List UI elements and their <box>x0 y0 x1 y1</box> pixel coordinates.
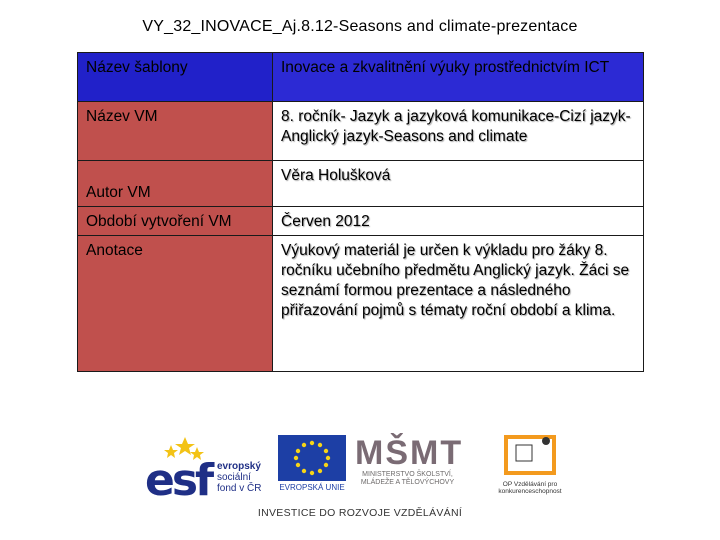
esf-logo <box>145 435 270 506</box>
metadata-table <box>77 52 644 372</box>
row-key: Období vytvoření VM <box>78 207 273 236</box>
esf-text-1: evropský <box>217 461 261 472</box>
table-row <box>78 161 644 207</box>
row-value: 8. ročník- Jazyk a jazyková komunikace-Cizí jazyk-Anglický jazyk-Seasons and climate <box>273 102 644 161</box>
row-key: Název šablony <box>78 53 273 102</box>
table-row <box>78 53 644 102</box>
msmt-logo <box>355 434 464 495</box>
eu-logo <box>278 435 346 495</box>
msmt-caption-2: MLÁDEŽE A TĚLOVÝCHOVY <box>360 479 455 486</box>
logo-strip <box>145 434 575 506</box>
row-value: Výukový materiál je určen k výkladu pro žáky 8. ročníku učebního předmětu Anglický jazyk. Žáci se seznámí formou prezentace a následného přiřazování pojmů s tématy roční období a klima. <box>273 236 644 372</box>
op-mark-icon <box>502 435 558 477</box>
eu-stars-icon <box>278 435 346 481</box>
row-value: Inovace a zkvalitnění výuky prostřednictvím ICT <box>273 53 644 102</box>
table-row <box>78 236 644 372</box>
esf-mark: esf <box>145 455 212 506</box>
row-key: Autor VM <box>78 161 273 207</box>
table-row <box>78 102 644 161</box>
row-key: Název VM <box>78 102 273 161</box>
row-value: Věra Holušková <box>273 161 644 207</box>
op-logo <box>485 435 575 495</box>
msmt-mark: MŠMT <box>355 434 464 472</box>
slogan: INVESTICE DO ROZVOJE VZDĚLÁVÁNÍ <box>257 507 463 519</box>
esf-text-2: sociální <box>217 472 251 483</box>
esf-text <box>217 461 261 494</box>
eu-flag-icon <box>278 435 346 481</box>
esf-text-3: fond v ČR <box>217 483 262 494</box>
table-row <box>78 207 644 236</box>
msmt-caption-1: MINISTERSTVO ŠKOLSTVÍ, <box>362 471 453 478</box>
row-value: Červen 2012 <box>273 207 644 236</box>
eu-caption: EVROPSKÁ UNIE <box>279 483 345 492</box>
row-key: Anotace <box>78 236 273 372</box>
page-title: VY_32_INOVACE_Aj.8.12-Seasons and climate-prezentace <box>142 18 578 35</box>
op-caption: OP Vzdělávání pro konkurenceschopnost <box>498 481 562 495</box>
